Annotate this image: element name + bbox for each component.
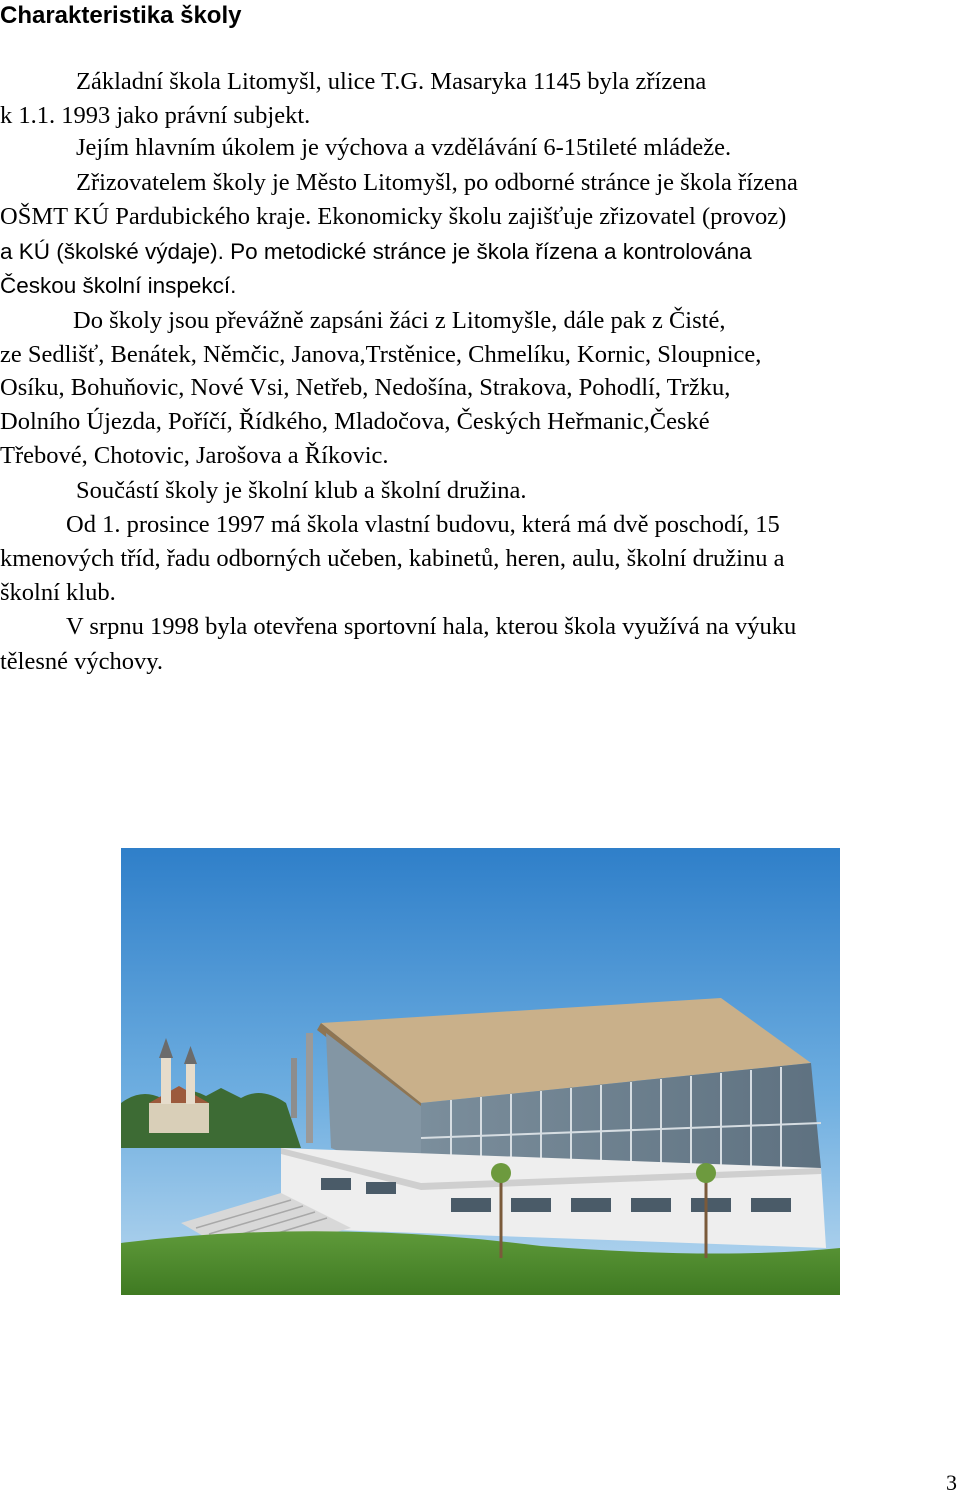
paragraph-line: V srpnu 1998 byla otevřena sportovní hala, kterou škola využívá na výuku bbox=[66, 613, 797, 640]
paragraph-line: k 1.1. 1993 jako právní subjekt. bbox=[0, 102, 311, 129]
paragraph-line: Zřizovatelem školy je Město Litomyšl, po odborné stránce je škola řízena bbox=[76, 169, 798, 196]
school-building-photo bbox=[121, 848, 840, 1295]
paragraph-line: Základní škola Litomyšl, ulice T.G. Masaryka 1145 byla zřízena bbox=[76, 68, 707, 95]
paragraph-line: kmenových tříd, řadu odborných učeben, kabinetů, heren, aulu, školní družinu a bbox=[0, 545, 785, 572]
paragraph-line: ze Sedlišť, Benátek, Němčic, Janova,Trstěnice, Chmelíku, Kornic, Sloupnice, bbox=[0, 341, 762, 368]
paragraph-line: tělesné výchovy. bbox=[0, 648, 164, 675]
paragraph-line: Jejím hlavním úkolem je výchova a vzdělávání 6-15tileté mládeže. bbox=[76, 134, 732, 161]
paragraph-line: Součástí školy je školní klub a školní družina. bbox=[76, 477, 527, 504]
paragraph-line: a KÚ (školské výdaje). Po metodické stránce je škola řízena a kontrolována bbox=[0, 239, 752, 264]
paragraph-line: Od 1. prosince 1997 má škola vlastní budovu, která má dvě poschodí, 15 bbox=[66, 511, 780, 538]
paragraph-line: OŠMT KÚ Pardubického kraje. Ekonomicky školu zajišťuje zřizovatel (provoz) bbox=[0, 203, 787, 230]
paragraph-line: Třebové, Chotovic, Jarošova a Říkovic. bbox=[0, 442, 389, 469]
paragraph-line: Osíku, Bohuňovic, Nové Vsi, Netřeb, Nedošína, Strakova, Pohodlí, Tržku, bbox=[0, 374, 731, 401]
paragraph-line: školní klub. bbox=[0, 579, 116, 606]
paragraph-line: Dolního Újezda, Poříčí, Řídkého, Mladočova, Českých Heřmanic,České bbox=[0, 408, 710, 435]
paragraph-line: Českou školní inspekcí. bbox=[0, 273, 237, 298]
paragraph-line: Do školy jsou převážně zapsáni žáci z Litomyšle, dále pak z Čisté, bbox=[73, 307, 726, 334]
page-number: 3 bbox=[946, 1470, 957, 1495]
page-heading: Charakteristika školy bbox=[0, 2, 242, 29]
